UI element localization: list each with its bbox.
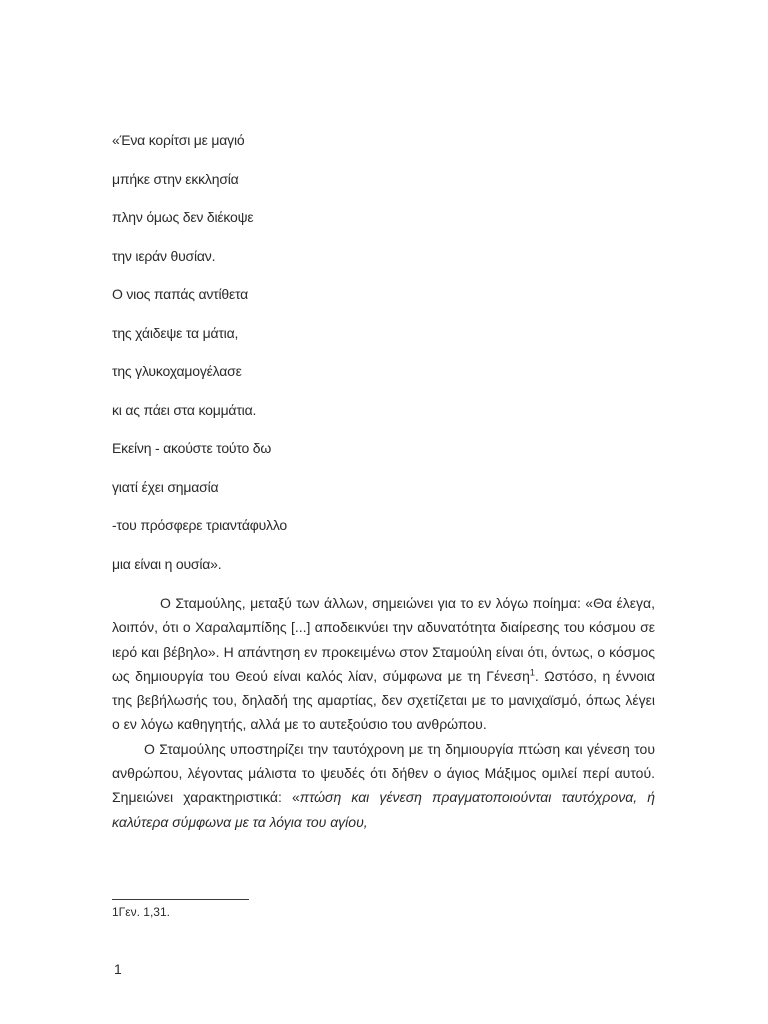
footnote-separator xyxy=(112,899,249,900)
footnote-reference[interactable]: 1 xyxy=(529,667,535,678)
poem-line: πλην όμως δεν διέκοψε xyxy=(112,209,254,225)
poem-line: την ιεράν θυσίαν. xyxy=(112,247,216,264)
paragraph-text: Ο Σταμούλης υποστηρίζει την ταυτόχρονη με τη δημιουργία πτώση και γένεση του ανθρώπου, λέγοντας μάλιστα το ψευδές ότι δήθεν ο άγιος Μάξιμος ομιλεί περί αυτού. Σημειώνει χαρακτηριστικά: « xyxy=(112,740,655,806)
poem-line: κι ας πάει στα κομμάτια. xyxy=(112,401,257,418)
poem-line: Εκείνη - ακούστε τούτο δω xyxy=(112,440,272,456)
poem-block xyxy=(112,128,532,590)
poem-line: -του πρόσφερε τριαντάφυλλο xyxy=(112,517,288,533)
body-text xyxy=(112,591,655,834)
poem-line: της γλυκοχαμογέλασε xyxy=(112,363,242,379)
paragraph-text: . Ωστόσο, η έννοια της βεβήλωσής του, δηλαδή της αμαρτίας, δεν σχετίζεται με το μανιχαϊσμό, όπως λέγει ο εν λόγω καθηγητής, αλλά με το αυτεξούσιο του ανθρώπου. xyxy=(112,667,655,733)
poem-line: «Ένα κορίτσι με μαγιό xyxy=(112,132,245,148)
page-number: 1 xyxy=(114,961,122,977)
poem-line: μπήκε στην εκκλησία xyxy=(112,170,239,187)
poem-line: Ο νιος παπάς αντίθετα xyxy=(112,286,249,302)
paragraph xyxy=(112,591,655,737)
poem-line: της χάιδεψε τα μάτια, xyxy=(112,324,239,341)
paragraph xyxy=(112,737,655,834)
quoted-italic-text: , ή καλύτερα σύμφωνα με τα λόγια του αγίου, xyxy=(112,789,655,830)
poem-line: μια είναι η ουσία». xyxy=(112,555,222,572)
poem-line: γιατί έχει σημασία xyxy=(112,478,219,495)
quoted-italic-text: πτώση και γένεση πραγματοποιούνται ταυτόχρονα xyxy=(299,789,634,806)
footnote: 1Γεν. 1,31. xyxy=(112,905,170,919)
paragraph-text: Ο Σταμούλης, μεταξύ των άλλων, σημειώνει για το εν λόγω ποίημα: «Θα έλεγα, λοιπόν, ότι ο Χαραλαμπίδης [...] αποδεικνύει την αδυνατότητα διαίρεσης του κόσμου σε ιερό και βέβηλο». Η απάντηση εν προκειμένω στον Σταμούλη είναι ότι, όντως, ο κόσμος ως δημιουργία του Θεού είναι καλός λίαν, σύμφωνα με τη Γένεση xyxy=(112,595,655,684)
